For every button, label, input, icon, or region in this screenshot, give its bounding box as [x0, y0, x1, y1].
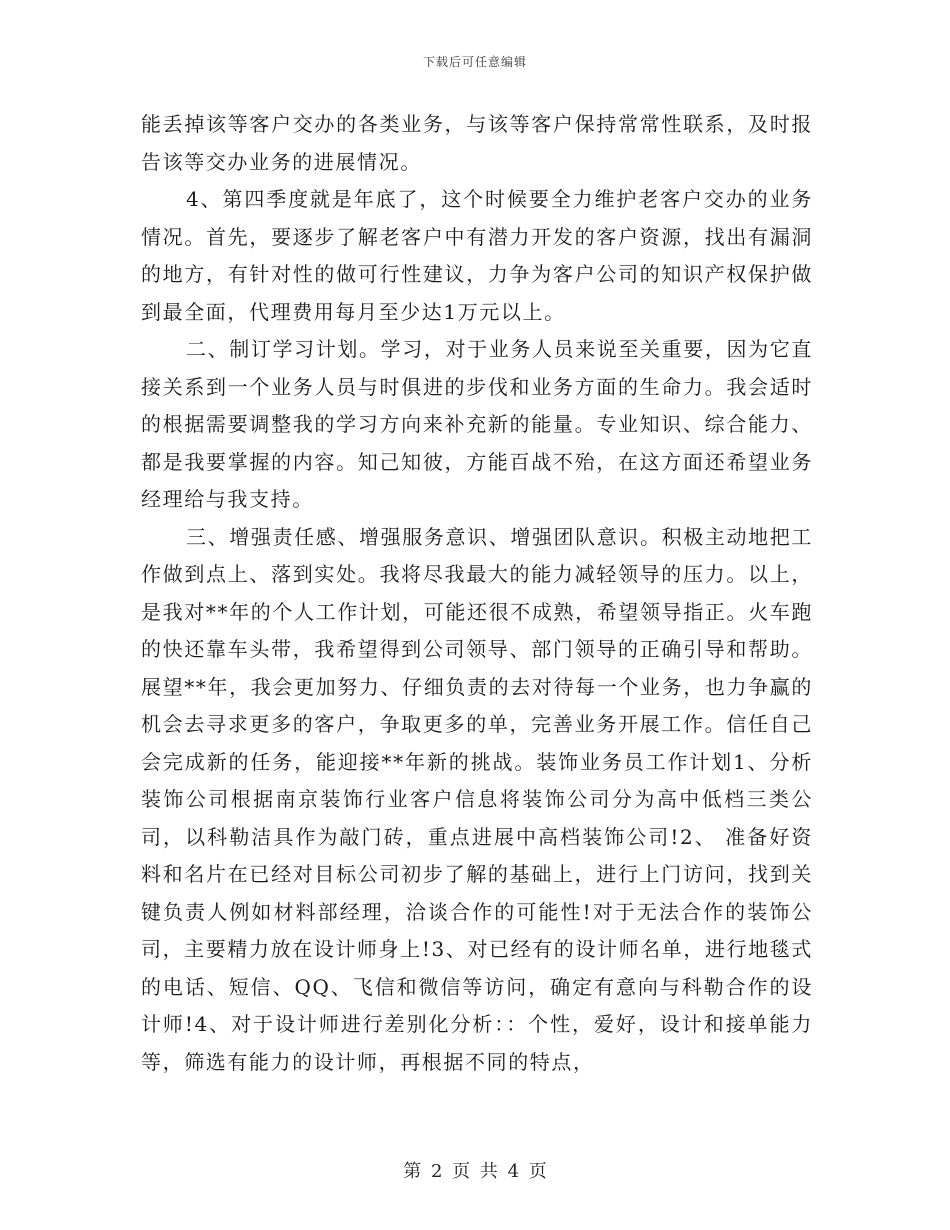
paragraph-study-plan: 二、制订学习计划。学习，对于业务人员来说至关重要，因为它直接关系到一个业务人员与时俱进的步伐和业务方面的生命力。我会适时的根据需要调整我的学习方向来补充新的能量。专业知识、综合能力、都是我要掌握的内容。知己知彼，方能百战不殆，在这方面还希望业务经理给与我支持。 — [141, 337, 813, 511]
paragraph-responsibility: 三、增强责任感、增强服务意识、增强团队意识。积极主动地把工作做到点上、落到实处。我将尽我最大的能力减轻领导的压力。以上，是我对**年的个人工作计划，可能还很不成熟，希望领导指正。火车跑的快还靠车头带，我希望得到公司领导、部门领导的正确引导和帮助。展望**年，我会更加努力、仔细负责的去对待每一个业务，也力争赢的机会去寻求更多的客户，争取更多的单，完善业务开展工作。信任自己会完成新的任务，能迎接**年新的挑战。装饰业务员工作计划1、分析装饰公司根据南京装饰行业客户信息将装饰公司分为高中低档三类公司，以科勒洁具作为敲门砖，重点进展中高档装饰公司!2、 准备好资料和名片在已经对目标公司初步了解的基础上，进行上门访问，找到关键负责人例如材料部经理，洽谈合作的可能性!对于无法合作的装饰公司，主要精力放在设计师身上!3、对已经有的设计师名单，进行地毯式的电话、短信、QQ、飞信和微信等访问，确定有意向与科勒合作的设计师!4、对于设计师进行差别化分析：：个性，爱好，设计和接单能力等，筛选有能力的设计师，再根据不同的特点， — [141, 524, 813, 1074]
paragraph-q4-plan: 4、第四季度就是年底了，这个时候要全力维护老客户交办的业务情况。首先，要逐步了解老客户中有潜力开发的客户资源，找出有漏洞的地方，有针对性的做可行性建议，力争为客户公司的知识产权保护做到最全面，代理费用每月至少达1万元以上。 — [141, 187, 813, 324]
document-body — [141, 106, 813, 1081]
paragraph-continuation: 能丢掉该等客户交办的各类业务，与该等客户保持常常性联系，及时报告该等交办业务的进展情况。 — [141, 112, 813, 174]
page-number-footer: 第 2 页 共 4 页 — [403, 1161, 547, 1182]
page-header-note: 下载后可任意编辑 — [422, 55, 527, 69]
